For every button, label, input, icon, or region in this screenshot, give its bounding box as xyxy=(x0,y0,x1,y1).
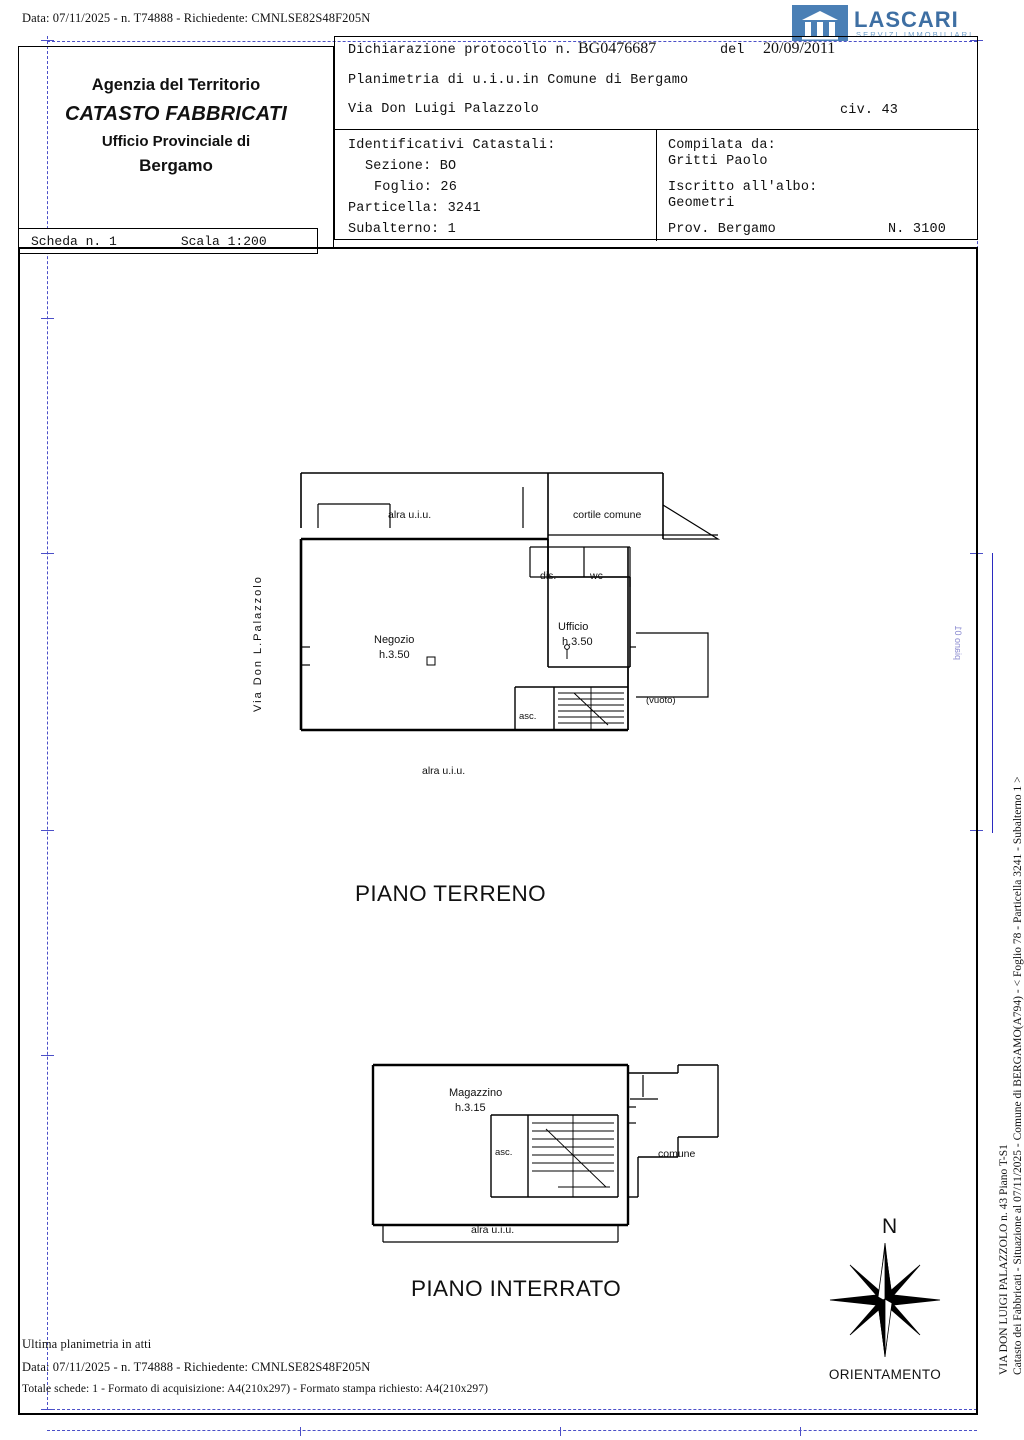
office-city: Bergamo xyxy=(139,156,213,175)
side-metadata-line-2: VIA DON LUIGI PALAZZOLO n. 43 Piano T-S1 xyxy=(998,1144,1010,1375)
north-letter: N xyxy=(882,1215,898,1238)
sheet-number: Scheda n. 1 xyxy=(31,233,117,249)
registered-value: Geometri xyxy=(668,196,735,211)
label-lift-ground: asc. xyxy=(519,711,537,722)
compiled-by-value: Gritti Paolo xyxy=(668,154,768,169)
ground-floor-title: PIANO TERRENO xyxy=(355,881,547,906)
footer-date-request: Data: 07/11/2025 - n. T74888 - Richiedente: CMNLSE82S48F205N xyxy=(22,1360,371,1374)
label-other-uiu-bottom-basement: alra u.i.u. xyxy=(471,1224,515,1236)
protocol-label: Dichiarazione protocollo n. xyxy=(348,43,573,58)
protocol-number: BG0476687 xyxy=(578,40,657,57)
label-warehouse: Magazzino xyxy=(449,1087,503,1099)
agency-name: Agenzia del Territorio xyxy=(91,76,261,94)
footer-last-plan: Ultima planimetria in atti xyxy=(22,1337,152,1351)
label-warehouse-height: h.3.15 xyxy=(455,1102,486,1114)
label-office-height: h.3.50 xyxy=(562,636,593,648)
cadastral-subalterno: Subalterno: 1 xyxy=(348,222,456,237)
footer-block xyxy=(22,1337,722,1403)
label-dis: dis. xyxy=(540,570,557,582)
civic-number: civ. 43 xyxy=(840,103,899,118)
province-value: Prov. Bergamo xyxy=(668,222,776,237)
compiled-by-label: Compilata da: xyxy=(668,138,776,153)
ground-floor-drawing xyxy=(18,247,978,887)
basement-title: PIANO INTERRATO xyxy=(411,1276,622,1301)
cadastral-foglio: Foglio: 26 xyxy=(374,180,458,195)
label-office: Ufficio xyxy=(558,621,589,633)
label-wc: wc xyxy=(590,570,603,582)
property-address: Via Don Luigi Palazzolo xyxy=(348,102,539,117)
logo-tagline: SERVIZI IMMOBILIARI xyxy=(856,30,974,39)
label-courtyard: cortile comune xyxy=(573,509,642,521)
registered-label: Iscritto all'albo: xyxy=(668,180,818,195)
planimetria-line: Planimetria di u.i.u.in Comune di Bergamo xyxy=(348,73,689,88)
side-metadata xyxy=(996,560,1024,1390)
side-rule xyxy=(992,553,993,833)
orientation-caption: ORIENTAMENTO xyxy=(828,1367,942,1382)
label-lift-basement: asc. xyxy=(495,1147,513,1158)
sheet-scale: Scala 1:200 xyxy=(180,233,267,249)
declaration-header-box xyxy=(334,36,978,240)
protocol-del-label: del xyxy=(720,43,745,58)
office-label: Ufficio Provinciale di xyxy=(101,133,251,150)
cadastral-sezione: Sezione: BO xyxy=(365,159,457,174)
side-metadata-line-1: Catasto dei Fabbricati - Situazione al 07/11/2025 - Comune di BERGAMO(A794) - < Foglio 78 - Particella 3241 - Subalterno 1 > xyxy=(1012,776,1024,1375)
watermark-piano: piano 01 xyxy=(953,625,964,660)
professional-number: N. 3100 xyxy=(888,222,947,237)
label-void: (vuoto) xyxy=(646,695,676,706)
catasto-title: CATASTO FABBRICATI xyxy=(64,103,288,125)
document-date-request-line: Data: 07/11/2025 - n. T74888 - Richiedente: CMNLSE82S48F205N xyxy=(22,11,371,25)
footer-formats: Totale schede: 1 - Formato di acquisizione: A4(210x297) - Formato stampa richiesto: A4(210x297) xyxy=(22,1383,489,1395)
label-other-uiu-bottom-ground: alra u.i.u. xyxy=(422,765,466,777)
cadastral-ids-title: Identificativi Catastali: xyxy=(348,138,556,153)
orientation-compass xyxy=(820,1215,950,1390)
label-other-uiu-top: alra u.i.u. xyxy=(388,509,432,521)
label-shop: Negozio xyxy=(374,634,415,646)
cadastral-particella: Particella: 3241 xyxy=(348,201,481,216)
logo-wordmark: LASCARI xyxy=(854,7,959,32)
label-shop-height: h.3.50 xyxy=(379,649,410,661)
protocol-date: 20/09/2011 xyxy=(763,40,836,57)
agency-header-box xyxy=(18,46,334,247)
label-common: comune xyxy=(658,1148,696,1160)
label-street-vertical: Via Don L.Palazzolo xyxy=(252,575,264,712)
